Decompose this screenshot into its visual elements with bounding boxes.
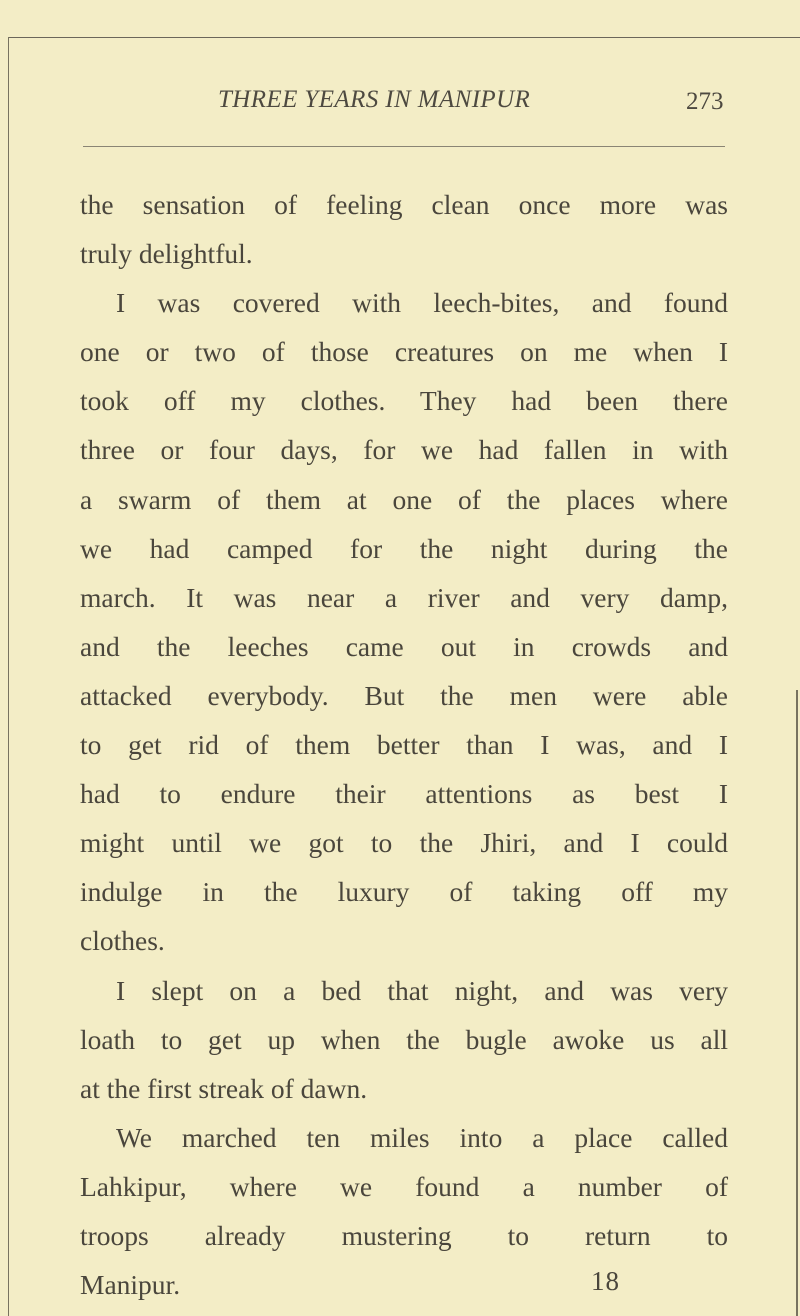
page-border-left	[8, 37, 9, 1316]
page-border-top	[8, 37, 800, 38]
text-line: one or two of those creatures on me when I	[80, 336, 728, 368]
text-line: attacked everybody. But the men were able	[80, 679, 728, 711]
text-line: troops already mustering to return to	[80, 1219, 728, 1251]
text-line: had to endure their attentions as best I	[80, 778, 728, 810]
text-line: a swarm of them at one of the places where	[80, 483, 728, 515]
page-border-right	[796, 690, 798, 1316]
text-line: Manipur.	[80, 1269, 181, 1301]
text-line: took off my clothes. They had been there	[80, 385, 728, 417]
text-line: I slept on a bed that night, and was very	[116, 974, 728, 1006]
text-line: clothes.	[80, 925, 165, 957]
text-line: three or four days, for we had fallen in with	[80, 434, 728, 466]
text-line: we had camped for the night during the	[80, 532, 728, 564]
text-line: loath to get up when the bugle awoke us all	[80, 1023, 728, 1055]
text-line: march. It was near a river and very damp,	[80, 581, 728, 613]
text-line: truly delightful.	[80, 238, 253, 270]
page-number: 273	[686, 88, 724, 115]
text-line: I was covered with leech-bites, and found	[116, 287, 728, 319]
header-rule	[83, 146, 725, 147]
running-title: THREE YEARS IN MANIPUR	[218, 86, 531, 113]
body-text	[80, 180, 728, 1309]
text-line: might until we got to the Jhiri, and I could	[80, 827, 728, 859]
running-head	[0, 86, 800, 116]
text-line: and the leeches came out in crowds and	[80, 630, 728, 662]
text-line: indulge in the luxury of taking off my	[80, 876, 728, 908]
text-line: We marched ten miles into a place called	[116, 1121, 728, 1153]
signature-mark: 18	[591, 1266, 620, 1296]
text-line: at the first streak of dawn.	[80, 1072, 368, 1104]
text-line: to get rid of them better than I was, and I	[80, 729, 728, 761]
text-line: Lahkipur, where we found a number of	[80, 1170, 728, 1202]
text-line: the sensation of feeling clean once more was	[80, 189, 728, 220]
